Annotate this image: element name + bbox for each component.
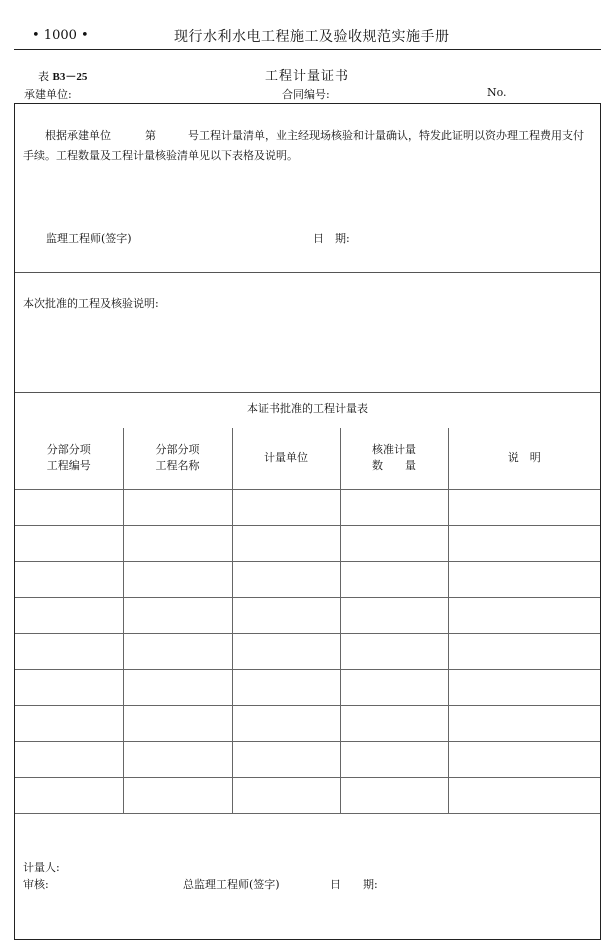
measurement-table xyxy=(15,428,600,814)
table-cell[interactable] xyxy=(448,705,600,741)
table-row xyxy=(15,489,600,525)
table-cell[interactable] xyxy=(448,777,600,813)
table-cell[interactable] xyxy=(123,741,232,777)
table-cell[interactable] xyxy=(123,669,232,705)
table-cell[interactable] xyxy=(15,669,123,705)
table-row xyxy=(15,741,600,777)
table-cell[interactable] xyxy=(123,525,232,561)
col-quantity-header: 核准计量 数 量 xyxy=(340,428,448,489)
page-header xyxy=(14,22,601,50)
serial-number-label: No. xyxy=(487,86,507,99)
table-row xyxy=(15,669,600,705)
contract-number-label: 合同编号: xyxy=(282,88,330,101)
table-cell[interactable] xyxy=(232,525,340,561)
table-cell[interactable] xyxy=(448,561,600,597)
table-row xyxy=(15,705,600,741)
table-cell[interactable] xyxy=(232,705,340,741)
table-cell[interactable] xyxy=(123,561,232,597)
table-title: 本证书批准的工程计量表 xyxy=(247,402,368,415)
table-row xyxy=(15,561,600,597)
table-cell[interactable] xyxy=(448,597,600,633)
measurer-label: 计量人: xyxy=(23,861,60,874)
table-cell[interactable] xyxy=(15,489,123,525)
table-cell[interactable] xyxy=(232,561,340,597)
table-cell[interactable] xyxy=(448,525,600,561)
book-title: 现行水利水电工程施工及验收规范实施手册 xyxy=(174,29,450,45)
table-cell[interactable] xyxy=(232,777,340,813)
table-cell[interactable] xyxy=(232,741,340,777)
col-unit-header: 计量单位 xyxy=(232,428,340,489)
table-cell[interactable] xyxy=(340,561,448,597)
certificate-section xyxy=(15,104,600,273)
table-cell[interactable] xyxy=(232,633,340,669)
table-cell[interactable] xyxy=(15,741,123,777)
certificate-date-label: 日 期: xyxy=(313,232,350,245)
table-cell[interactable] xyxy=(340,489,448,525)
table-cell[interactable] xyxy=(15,777,123,813)
form-code-prefix: 表 xyxy=(38,70,49,83)
approval-section xyxy=(15,273,600,393)
certificate-text: 根据承建单位 第 号工程计量清单，业主经现场核验和计量确认，特发此证明以资办理工程费用支付手续。工程数量及工程计量核验清单见以下表格及说明。 xyxy=(23,129,584,162)
table-cell[interactable] xyxy=(340,669,448,705)
page-number: • 1000 • xyxy=(32,28,89,43)
table-row xyxy=(15,777,600,813)
engineer-signature-label: 监理工程师(签字) xyxy=(46,232,132,245)
table-cell[interactable] xyxy=(232,597,340,633)
form-code-value: B3－25 xyxy=(52,71,88,83)
table-cell[interactable] xyxy=(15,561,123,597)
table-row xyxy=(15,597,600,633)
form-title: 工程计量证书 xyxy=(265,69,350,84)
table-cell[interactable] xyxy=(448,741,600,777)
table-cell[interactable] xyxy=(340,741,448,777)
table-cell[interactable] xyxy=(340,633,448,669)
table-row xyxy=(15,525,600,561)
table-cell[interactable] xyxy=(15,525,123,561)
client-label: 承建单位: xyxy=(24,88,72,101)
table-row xyxy=(15,633,600,669)
footer-date-label: 日 期: xyxy=(330,878,378,891)
col-remarks-header: 说 明 xyxy=(448,428,600,489)
col-item-name-header: 分部分项 工程名称 xyxy=(123,428,232,489)
table-cell[interactable] xyxy=(15,633,123,669)
table-cell[interactable] xyxy=(448,669,600,705)
table-header-row xyxy=(15,428,600,489)
table-cell[interactable] xyxy=(232,489,340,525)
table-cell[interactable] xyxy=(123,633,232,669)
form-code xyxy=(38,68,87,84)
table-cell[interactable] xyxy=(340,705,448,741)
reviewer-label: 审核: xyxy=(23,878,49,891)
table-cell[interactable] xyxy=(123,777,232,813)
table-cell[interactable] xyxy=(340,597,448,633)
table-cell[interactable] xyxy=(340,525,448,561)
table-cell[interactable] xyxy=(448,633,600,669)
table-cell[interactable] xyxy=(448,489,600,525)
table-cell[interactable] xyxy=(232,669,340,705)
approval-label: 本次批准的工程及核验说明: xyxy=(23,297,159,310)
chief-engineer-signature-label: 总监理工程师(签字) xyxy=(183,878,280,891)
col-item-number-header: 分部分项 工程编号 xyxy=(15,428,123,489)
table-cell[interactable] xyxy=(15,705,123,741)
table-cell[interactable] xyxy=(123,705,232,741)
table-cell[interactable] xyxy=(15,597,123,633)
table-cell[interactable] xyxy=(123,597,232,633)
table-title-section xyxy=(15,393,600,428)
table-cell[interactable] xyxy=(340,777,448,813)
table-cell[interactable] xyxy=(123,489,232,525)
form-frame xyxy=(14,103,601,940)
